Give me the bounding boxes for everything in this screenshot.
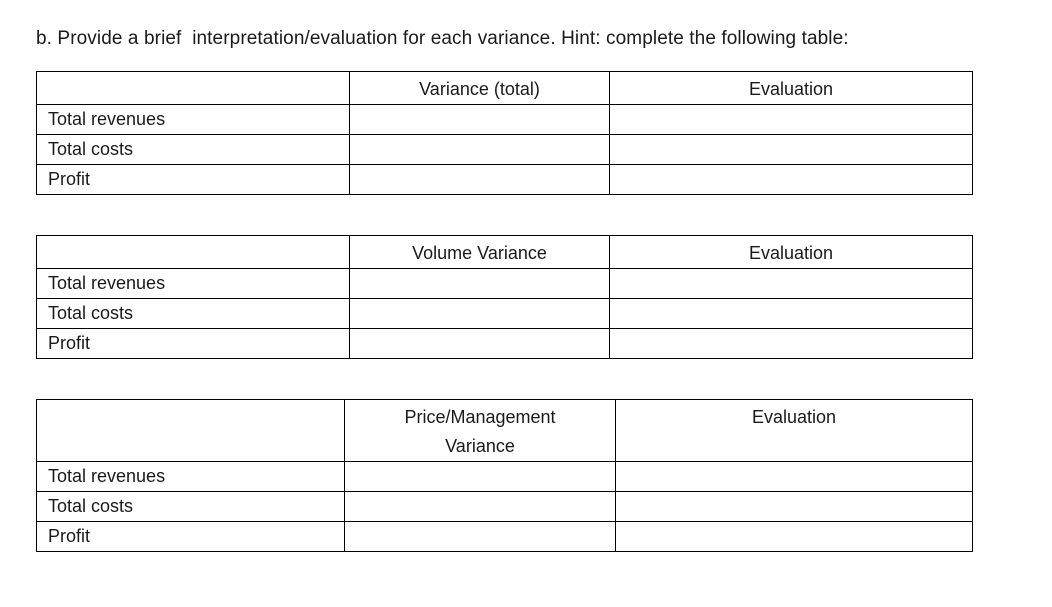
row-label-total-revenues: Total revenues [37, 105, 350, 135]
row-label-profit: Profit [37, 522, 345, 552]
header-empty-cell [37, 72, 350, 105]
evaluation-cell-profit[interactable] [610, 165, 973, 195]
price-management-variance-table [36, 399, 973, 552]
table-header-row [37, 400, 973, 462]
variance-cell-total-revenues[interactable] [345, 462, 616, 492]
table-row [37, 135, 973, 165]
header-variance-line1: Price/Management [404, 407, 556, 427]
evaluation-cell-total-costs[interactable] [610, 135, 973, 165]
table-row [37, 105, 973, 135]
row-label-profit: Profit [37, 165, 350, 195]
variance-cell-total-revenues[interactable] [350, 269, 610, 299]
variance-cell-profit[interactable] [345, 522, 616, 552]
total-variance-table [36, 71, 973, 195]
table-header-row [37, 236, 973, 269]
evaluation-cell-total-costs[interactable] [616, 492, 973, 522]
table-row [37, 299, 973, 329]
header-evaluation: Evaluation [616, 400, 973, 462]
header-variance-total: Variance (total) [350, 72, 610, 105]
table-row [37, 165, 973, 195]
variance-cell-profit[interactable] [350, 329, 610, 359]
variance-cell-total-costs[interactable] [350, 299, 610, 329]
table-row [37, 492, 973, 522]
evaluation-cell-total-revenues[interactable] [610, 105, 973, 135]
header-volume-variance: Volume Variance [350, 236, 610, 269]
table-row [37, 269, 973, 299]
row-label-profit: Profit [37, 329, 350, 359]
volume-variance-table [36, 235, 973, 359]
variance-cell-total-costs[interactable] [345, 492, 616, 522]
evaluation-cell-total-revenues[interactable] [616, 462, 973, 492]
instruction-text: b. Provide a brief interpretation/evaluation for each variance. Hint: complete the following table: [36, 28, 849, 49]
row-label-total-costs: Total costs [37, 299, 350, 329]
variance-cell-total-costs[interactable] [350, 135, 610, 165]
row-label-total-revenues: Total revenues [37, 269, 350, 299]
row-label-total-costs: Total costs [37, 492, 345, 522]
header-price-management-variance [345, 400, 616, 462]
header-variance-line2: Variance [445, 436, 515, 456]
evaluation-cell-profit[interactable] [610, 329, 973, 359]
table-header-row [37, 72, 973, 105]
table-row [37, 522, 973, 552]
header-empty-cell [37, 236, 350, 269]
row-label-total-revenues: Total revenues [37, 462, 345, 492]
evaluation-cell-total-revenues[interactable] [610, 269, 973, 299]
header-evaluation: Evaluation [610, 72, 973, 105]
table-row [37, 329, 973, 359]
evaluation-cell-total-costs[interactable] [610, 299, 973, 329]
header-empty-cell [37, 400, 345, 462]
variance-cell-profit[interactable] [350, 165, 610, 195]
header-evaluation: Evaluation [610, 236, 973, 269]
row-label-total-costs: Total costs [37, 135, 350, 165]
table-row [37, 462, 973, 492]
evaluation-cell-profit[interactable] [616, 522, 973, 552]
variance-cell-total-revenues[interactable] [350, 105, 610, 135]
